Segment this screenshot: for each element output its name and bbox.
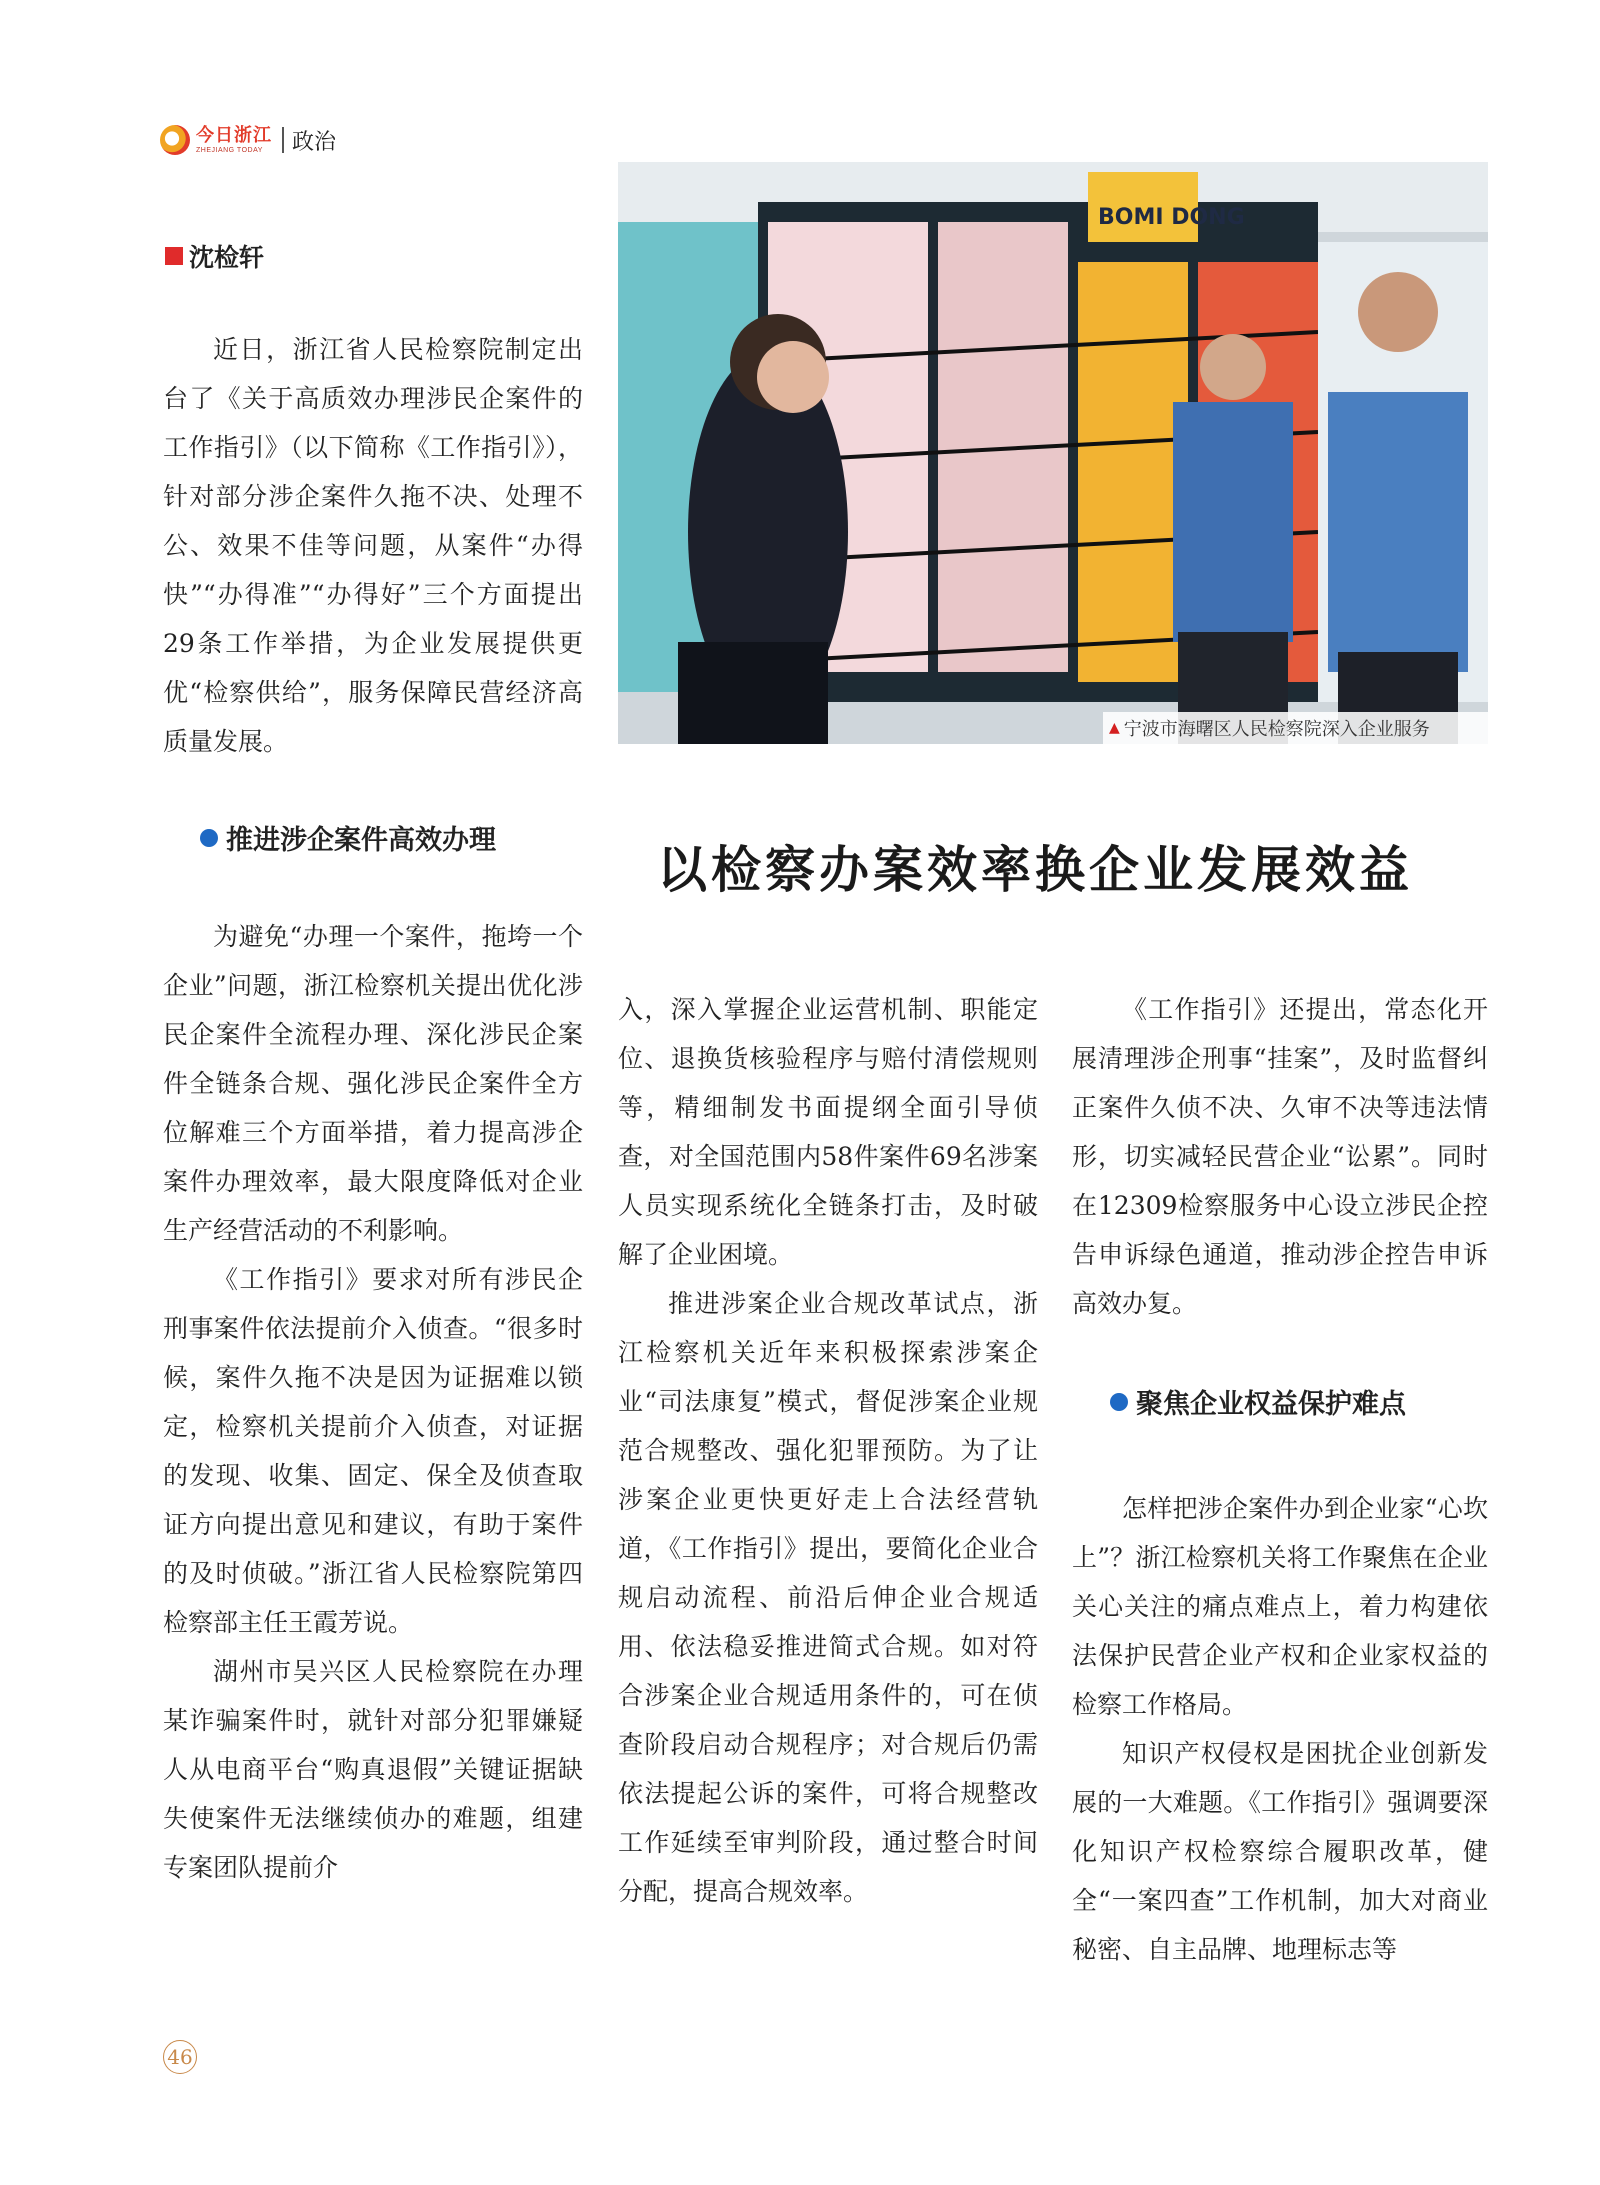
bullet-dot-icon <box>200 829 218 847</box>
intro-paragraph: 近日，浙江省人民检察院制定出台了《关于高质效办理涉民企案件的工作指引》（以下简称《工作指引》），针对部分涉企案件久拖不决、处理不公、效果不佳等问题，从案件“办得快”“办得准”“办得好”三个方面提出29条工作举措，为企业发展提供更优“检察供给”，服务保障民营经济高质量发展。 <box>163 335 583 756</box>
author-square-icon <box>165 247 183 265</box>
section-label: 政治 <box>292 129 337 155</box>
author-name: 沈检轩 <box>189 243 265 272</box>
column1-paragraph: 《工作指引》要求对所有涉民企刑事案件依法提前介入侦查。“很多时候，案件久拖不决是因为证据难以锁定，检察机关提前介入侦查，对证据的发现、收集、固定、保全及侦查取证方向提出意见和建议，有助于案件的及时侦破。”浙江省人民检察院第四检察部主任王霞芳说。 <box>163 1265 583 1637</box>
bullet-dot-icon <box>1110 1393 1128 1411</box>
logo-chinese: 今日浙江 <box>196 124 272 146</box>
column1-paragraph: 湖州市吴兴区人民检察院在办理某诈骗案件时，就针对部分犯罪嫌疑人从电商平台“购真退假”关键证据缺失使案件无法继续侦办的难题，组建专案团队提前介 <box>163 1657 583 1882</box>
header-divider <box>282 127 284 153</box>
intro-column <box>163 325 583 766</box>
column-3-lower <box>1072 1484 1488 1974</box>
column2-paragraph: 入，深入掌握企业运营机制、职能定位、退换货核验程序与赔付清偿规则等，精细制发书面提纲全面引导侦查，对全国范围内58件案件69名涉案人员实现系统化全链条打击，及时破解了企业困境。 <box>618 995 1038 1269</box>
logo <box>196 124 272 154</box>
logo-icon <box>160 125 190 155</box>
section2-heading <box>1110 1382 1406 1421</box>
photo-illustration <box>618 162 1488 744</box>
page-number: 46 <box>163 2040 197 2074</box>
section2-heading-text: 聚焦企业权益保护难点 <box>1136 1389 1406 1420</box>
logo-english: ZHEJIANG TODAY <box>196 146 263 154</box>
photo-caption <box>1103 712 1488 744</box>
photo-sign-text: BOMI DONG <box>1098 205 1245 230</box>
column1-paragraph: 为避免“办理一个案件，拖垮一个企业”问题，浙江检察机关提出优化涉民企案件全流程办理、深化涉民企案件全链条合规、强化涉民企案件全方位解难三个方面举措，着力提高涉企案件办理效率，最大限度降低对企业生产经营活动的不利影响。 <box>163 922 583 1245</box>
column3-paragraph: 怎样把涉企案件办到企业家“心坎上”？浙江检察机关将工作聚焦在企业关心关注的痛点难点上，着力构建依法保护民营企业产权和企业家权益的检察工作格局。 <box>1072 1494 1488 1719</box>
column-3 <box>1072 985 1488 1328</box>
column-1 <box>163 912 583 1892</box>
column-2 <box>618 985 1038 1916</box>
article-title: 以检察办案效率换企业发展效益 <box>657 840 1413 899</box>
column2-paragraph: 推进涉案企业合规改革试点，浙江检察机关近年来积极探索涉案企业“司法康复”模式，督促涉案企业规范合规整改、强化犯罪预防。为了让涉案企业更快更好走上合法经营轨道，《工作指引》提出，要简化企业合规启动流程、前沿后伸企业合规适用、依法稳妥推进简式合规。如对符合涉案企业合规适用条件的，可在侦查阶段启动合规程序；对合规后仍需依法提起公诉的案件，可将合规整改工作延续至审判阶段，通过整合时间分配，提高合规效率。 <box>618 1289 1038 1906</box>
photo-caption-text: 宁波市海曙区人民检察院深入企业服务 <box>1123 719 1430 740</box>
article-photo <box>618 162 1488 744</box>
author-byline <box>165 238 264 274</box>
section1-heading <box>200 818 496 857</box>
caption-triangle-icon: ▲ <box>1109 720 1120 736</box>
magazine-header <box>160 120 336 160</box>
column3-paragraph: 《工作指引》还提出，常态化开展清理涉企刑事“挂案”，及时监督纠正案件久侦不决、久审不决等违法情形，切实减轻民营企业“讼累”。同时在12309检察服务中心设立涉民企控告申诉绿色通道，推动涉企控告申诉高效办复。 <box>1072 995 1488 1318</box>
section1-heading-text: 推进涉企案件高效办理 <box>226 825 496 856</box>
column3-paragraph: 知识产权侵权是困扰企业创新发展的一大难题。《工作指引》强调要深化知识产权检察综合履职改革，健全“一案四查”工作机制，加大对商业秘密、自主品牌、地理标志等 <box>1072 1739 1488 1964</box>
